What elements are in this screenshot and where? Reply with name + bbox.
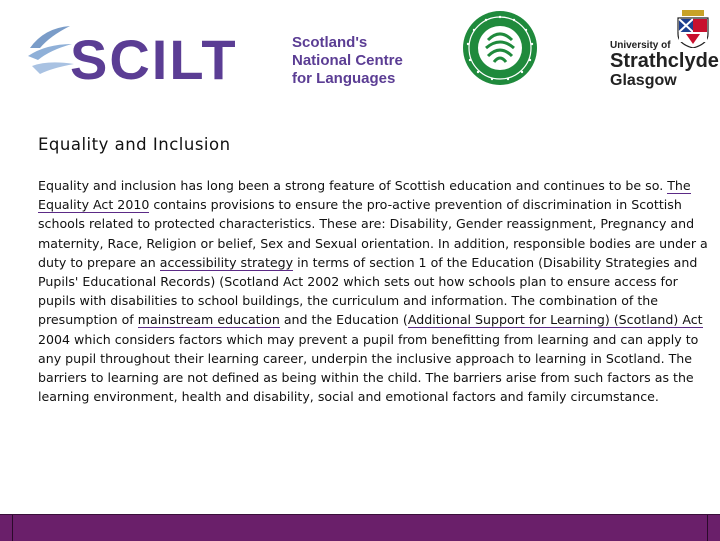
mainstream-education-link[interactable]: mainstream education	[137, 312, 280, 328]
body-text-segment: 2004 which considers factors which may prevent a pupil from benefitting from learning and can apply to any pupil throughout their learning career, underpin the inclusive approach to learning in Scotland. The barriers to learning are not defined as being within the child. The barriers arise from such factors as the learning environment, health and disability, social and emotional factors and family circumstance.	[38, 331, 699, 405]
strathclyde-line1: University of	[610, 40, 671, 51]
page-title: Equality and Inclusion	[38, 135, 231, 154]
scilt-subtitle	[292, 34, 403, 88]
scilt-subtitle-line: for Languages	[292, 70, 396, 87]
body-text-segment: in terms of section 1 of the Education (Disability Strategies and Pupils' Educational Records) (Scotland Act 2002 which sets out how schools plan to ensure access for pupils with disabilities to school buildings, the curriculum and information. The combination of the presumption of	[38, 254, 698, 328]
footer-bar-inner	[12, 515, 708, 541]
footer-bar	[0, 514, 720, 541]
strathclyde-line3: Glasgow	[610, 72, 677, 89]
confucius-institute-logo-icon[interactable]	[462, 10, 538, 86]
body-text-segment: and the Education (	[279, 312, 408, 328]
additional-support-act-link[interactable]: Additional Support for Learning) (Scotland) Act	[407, 312, 703, 328]
scilt-subtitle-line: National Centre	[292, 52, 403, 69]
accessibility-strategy-link[interactable]: accessibility strategy	[159, 254, 294, 270]
scilt-subtitle-line: Scotland's	[292, 34, 368, 51]
body-text-segment: Equality and inclusion has long been a strong feature of Scottish education and continues to be so.	[38, 178, 668, 193]
body-text-segment: contains provisions to ensure the pro-active prevention of discrimination in Scottish schools related to protected characteristics. These are: Disability, Gender reassignment, Pregnancy and maternity, Race, Religion or belief, Sex and Sexual orientation. In addition, responsible bodies are under a duty to prepare an	[38, 197, 708, 270]
header	[0, 0, 720, 110]
body-paragraph	[38, 176, 710, 406]
equality-act-link[interactable]: The Equality Act 2010	[38, 178, 691, 213]
university-crest-icon	[676, 10, 710, 48]
scilt-logo[interactable]	[26, 14, 403, 91]
strathclyde-line2: Strathclyde	[610, 50, 719, 72]
scilt-wordmark: SCILT	[70, 28, 238, 91]
strathclyde-logo[interactable]	[604, 10, 719, 94]
